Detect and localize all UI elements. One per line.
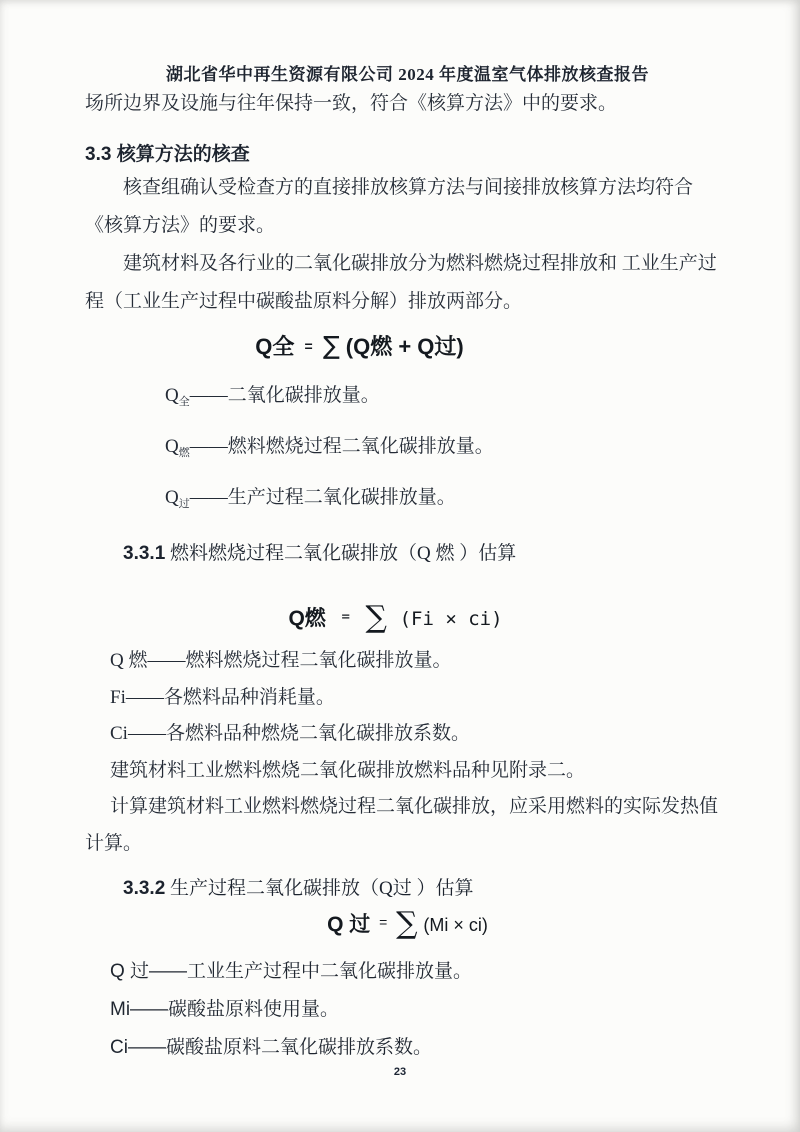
formula-lhs: Q全 [255,334,295,359]
formula-fuel-combustion [73,599,718,637]
formula-process-emission [85,904,730,943]
equals-sign: = [341,609,350,625]
formula-lhs: Q 过 [327,913,371,936]
symbol: Q [165,436,179,457]
definition-q-fuel [85,434,730,466]
definition-q-total [85,383,730,415]
body-line: 建筑材料工业燃料燃烧二氧化碳排放燃料品种见附录二。 [110,759,586,781]
definition-line: Mi——碳酸盐原料使用量。 [110,999,340,1020]
sigma-symbol: ∑ [396,906,418,941]
definition-text: ——生产过程二氧化碳排放量。 [189,487,456,508]
subscript: 过 [178,498,190,510]
equals-sign: = [379,914,388,930]
equals-sign: = [304,338,313,354]
symbol: Q [165,487,179,508]
subscript: 燃 [178,447,190,459]
definition-line: Fi——各燃料品种消耗量。 [110,686,335,708]
section-title: 生产过程二氧化碳排放（Q过 ）估算 [165,878,474,899]
page-number: 23 [393,1066,407,1078]
definition-line: Ci——碳酸盐原料二氧化碳排放系数。 [110,1037,432,1058]
section-number: 3.3.2 [123,878,166,899]
running-header-title: 湖北省华中再生资源有限公司 2024 年度温室气体排放核查报告 [166,65,649,84]
section-3-3-2-heading [85,876,730,902]
definition-q-process [85,485,730,517]
section-3-3-1-body [85,643,730,862]
subscript: 全 [178,396,190,408]
sigma-symbol: ∑ [365,600,387,635]
section-3-3-1-heading [85,541,730,567]
formula-rhs: (Fi × ci) [399,608,503,630]
formula-lhs: Q燃 [288,607,326,630]
definition-line: Ci——各燃料品种燃烧二氧化碳排放系数。 [110,723,470,744]
formula-rhs: (Q燃 + Q过) [345,334,464,359]
paragraph-emission-split: 建筑材料及各行业的二氧化碳排放分为燃料燃烧过程排放和 工业生产过程（工业生产过程中碳酸盐原料分解）排放两部分。 [85,253,717,312]
section-3-3-heading: 3.3 核算方法的核查 [85,144,250,165]
paragraph-intro: 场所边界及设施与往年保持一致，符合《核算方法》中的要求。 [85,93,618,114]
definition-line: Q 过——工业生产过程中二氧化碳排放量。 [110,961,473,982]
symbol: Q [165,385,179,406]
definition-text: ——二氧化碳排放量。 [189,385,380,406]
body-line: 计算建筑材料工业燃料燃烧过程二氧化碳排放，应采用燃料的实际发热值计算。 [85,796,719,854]
definition-line: Q 燃——燃料燃烧过程二氧化碳排放量。 [110,650,452,671]
definition-text: ——燃料燃烧过程二氧化碳排放量。 [189,436,494,457]
paragraph-verification-method: 核查组确认受检查方的直接排放核算方法与间接排放核算方法均符合《核算方法》的要求。 [85,177,694,236]
sigma-symbol: ∑ [322,331,340,360]
section-number: 3.3.1 [123,543,166,564]
formula-rhs: (Mi × ci) [423,915,488,935]
formula-total-emission [37,329,682,364]
section-title: 燃料燃烧过程二氧化碳排放（Q 燃 ）估算 [165,543,517,564]
section-3-3-2-body [85,953,730,1067]
